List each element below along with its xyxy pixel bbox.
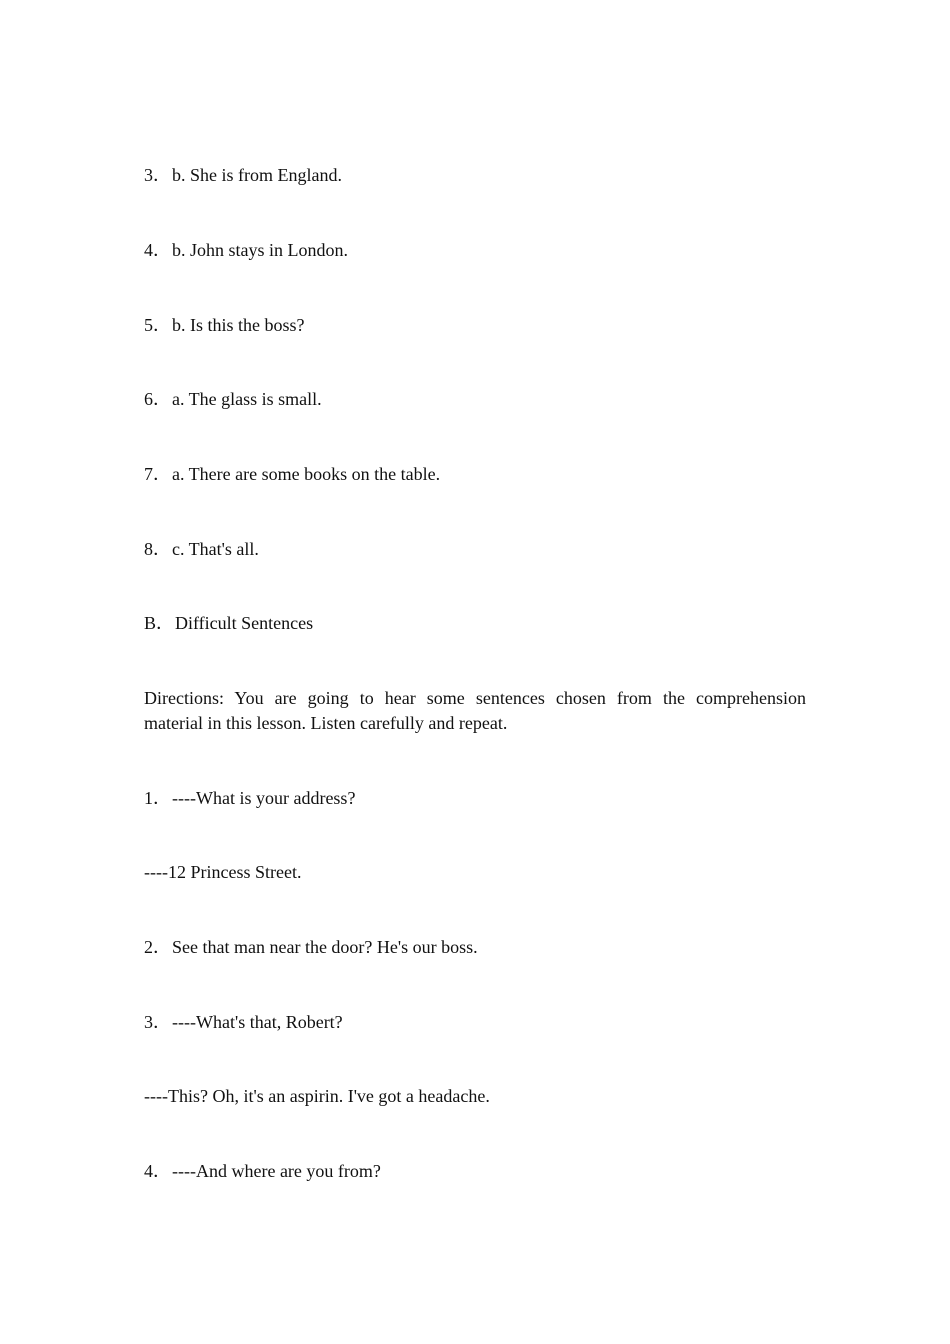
answer-item-4 xyxy=(144,238,806,263)
answer-item-3 xyxy=(144,163,806,188)
item-number: 1． xyxy=(144,788,171,808)
directions-line-1: Directions: You are going to hear some sentences chosen from the comprehension xyxy=(144,688,806,708)
item-number: 2． xyxy=(144,937,171,957)
answer-item-7 xyxy=(144,462,806,487)
sentence-item-2 xyxy=(144,935,806,960)
item-number: 8． xyxy=(144,539,171,559)
answer-item-8 xyxy=(144,537,806,562)
answer-item-5 xyxy=(144,313,806,338)
item-number: 6． xyxy=(144,389,171,409)
item-text: See that man near the door? He's our boss. xyxy=(172,937,478,957)
section-heading xyxy=(144,611,806,636)
item-number: 3． xyxy=(144,1012,171,1032)
sentence-item-1 xyxy=(144,786,806,811)
item-text: ----12 Princess Street. xyxy=(144,862,302,882)
sentence-response-1 xyxy=(144,860,806,885)
sentence-response-3 xyxy=(144,1084,806,1109)
item-text: ----And where are you from? xyxy=(172,1161,381,1181)
item-text: b. Is this the boss? xyxy=(172,315,305,335)
item-number: 5． xyxy=(144,315,171,335)
item-text: b. John stays in London. xyxy=(172,240,349,260)
directions-line-2: material in this lesson. Listen carefully and repeat. xyxy=(144,713,508,733)
item-number: 4． xyxy=(144,1161,171,1181)
directions-paragraph xyxy=(144,686,806,736)
item-number: 7． xyxy=(144,464,171,484)
item-text: a. There are some books on the table. xyxy=(172,464,441,484)
item-text: ----What's that, Robert? xyxy=(172,1012,343,1032)
sentence-item-3 xyxy=(144,1010,806,1035)
answer-item-6 xyxy=(144,387,806,412)
item-number: 3． xyxy=(144,165,171,185)
item-number: 4． xyxy=(144,240,171,260)
section-title: Difficult Sentences xyxy=(175,613,314,633)
item-text: ----What is your address? xyxy=(172,788,356,808)
item-text: a. The glass is small. xyxy=(172,389,322,409)
section-letter: B． xyxy=(144,613,175,633)
item-text: ----This? Oh, it's an aspirin. I've got a headache. xyxy=(144,1086,490,1106)
item-text: b. She is from England. xyxy=(172,165,342,185)
item-text: c. That's all. xyxy=(172,539,259,559)
sentence-item-4 xyxy=(144,1159,806,1184)
